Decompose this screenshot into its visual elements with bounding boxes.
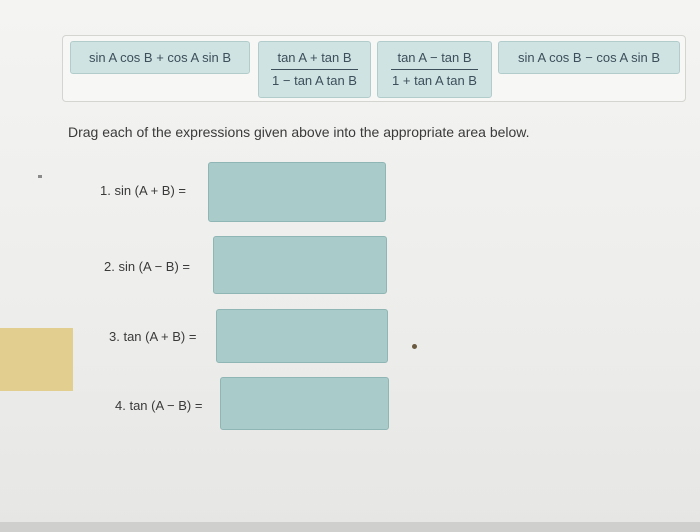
target-label-3: 3. tan (A + B) = [109,329,197,344]
expression-numerator: tan A + tan B [271,50,357,70]
instruction-text: Drag each of the expressions given above into the appropriate area below. [68,124,530,140]
expression-tile-text: sin A cos B − cos A sin B [518,50,660,65]
expression-denominator: 1 − tan A tan B [272,73,357,88]
expression-tile-sum-sin[interactable] [70,41,250,74]
expression-denominator: 1 + tan A tan B [392,73,477,88]
expression-tile-diff-sin[interactable] [498,41,680,74]
drop-zone-4[interactable] [220,377,389,430]
side-highlight-strip [0,328,73,391]
expression-numerator: tan A − tan B [391,50,477,70]
mouse-cursor-icon [412,344,417,349]
target-label-1: 1. sin (A + B) = [100,183,186,198]
drop-zone-1[interactable] [208,162,386,222]
expression-tile-tan-sum[interactable] [258,41,371,98]
drop-zone-3[interactable] [216,309,388,363]
drop-zone-2[interactable] [213,236,387,294]
bottom-edge-bar [0,522,700,532]
edge-mark [38,175,42,178]
expression-tile-tan-diff[interactable] [377,41,492,98]
expression-tile-text: sin A cos B + cos A sin B [89,50,231,65]
target-label-2: 2. sin (A − B) = [104,259,190,274]
target-label-4: 4. tan (A − B) = [115,398,203,413]
